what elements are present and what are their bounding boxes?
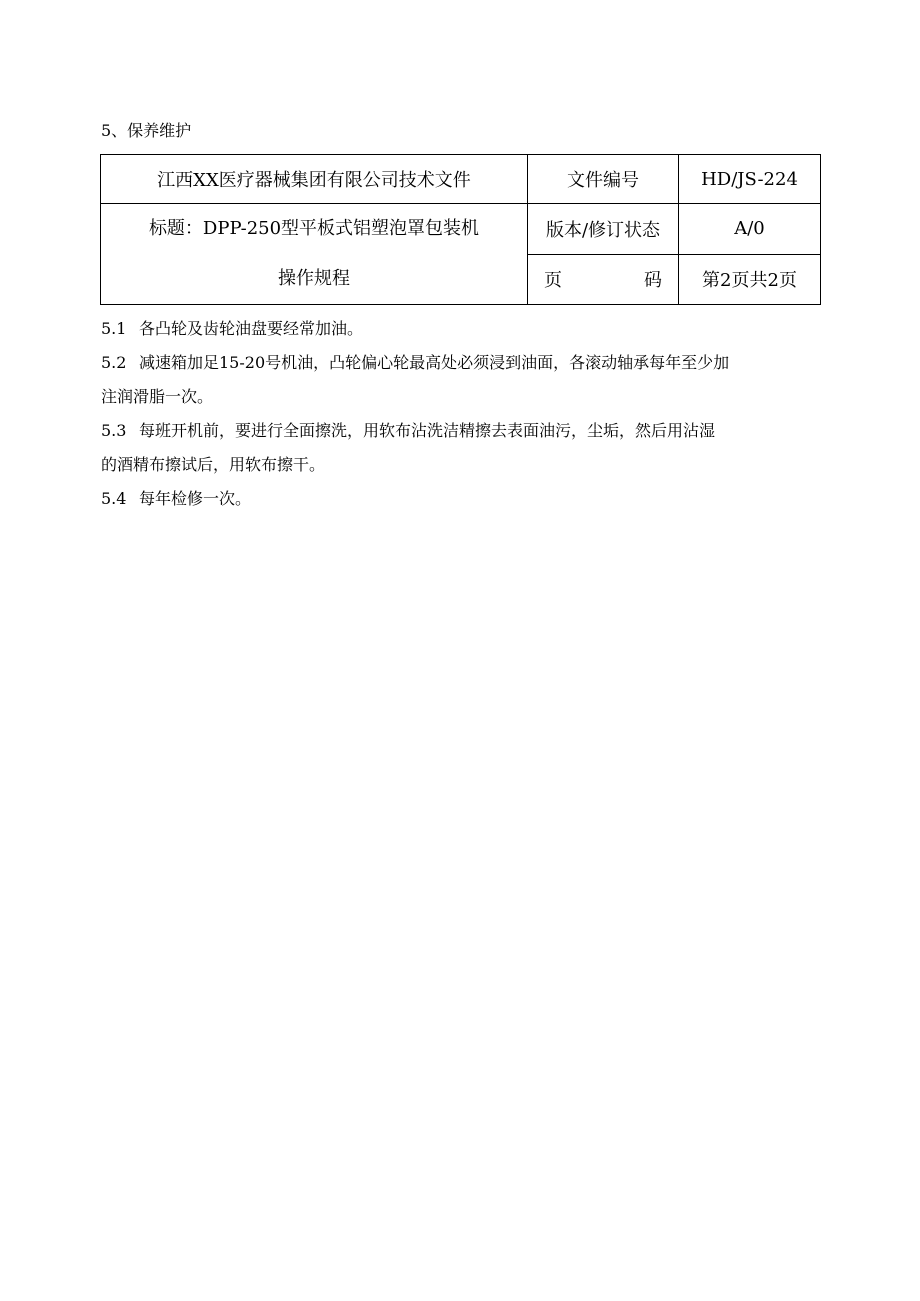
document-header-table (100, 154, 821, 305)
doc-number-cell: HD/JS-224 (679, 155, 821, 204)
header-row-2 (101, 204, 821, 255)
item-5-3 (101, 414, 821, 482)
header-row-1 (101, 155, 821, 204)
item-5-1 (101, 312, 821, 346)
company-doc-cell: 江西XX医疗器械集团有限公司技术文件 (101, 155, 528, 204)
item-text: 每年检修一次。 (139, 489, 252, 508)
title-line-1: 标题：DPP-250型平板式铝塑泡罩包装机 (148, 218, 480, 239)
item-number: 5.4 (101, 489, 127, 508)
item-text-continued: 注润滑脂一次。 (101, 387, 214, 406)
item-text-continued: 的酒精布擦试后，用软布擦干。 (101, 455, 326, 474)
version-label-cell: 版本/修订状态 (528, 204, 679, 255)
title-cell (101, 204, 528, 305)
maintenance-items (101, 312, 821, 516)
item-text: 减速箱加足15-20号机油，凸轮偏心轮最高处必须浸到油面，各滚动轴承每年至少加 (139, 353, 730, 372)
page-label-part-1: 页 (544, 270, 562, 292)
page-label-part-2: 码 (644, 270, 662, 292)
item-number: 5.3 (101, 421, 127, 440)
version-cell: A/0 (679, 204, 821, 255)
title-line-2: 操作规程 (278, 268, 350, 289)
item-text: 各凸轮及齿轮油盘要经常加油。 (139, 319, 364, 338)
page-number-cell: 第2页共2页 (679, 254, 821, 305)
item-5-2 (101, 346, 821, 414)
section-heading: 5、保养维护 (101, 121, 192, 140)
item-5-4 (101, 482, 821, 516)
item-text: 每班开机前，要进行全面擦洗，用软布沾洗洁精擦去表面油污，尘垢，然后用沾湿 (139, 421, 716, 440)
doc-number-label-cell: 文件编号 (528, 155, 679, 204)
page-label-cell (528, 254, 679, 305)
item-number: 5.1 (101, 319, 127, 338)
item-number: 5.2 (101, 353, 127, 372)
